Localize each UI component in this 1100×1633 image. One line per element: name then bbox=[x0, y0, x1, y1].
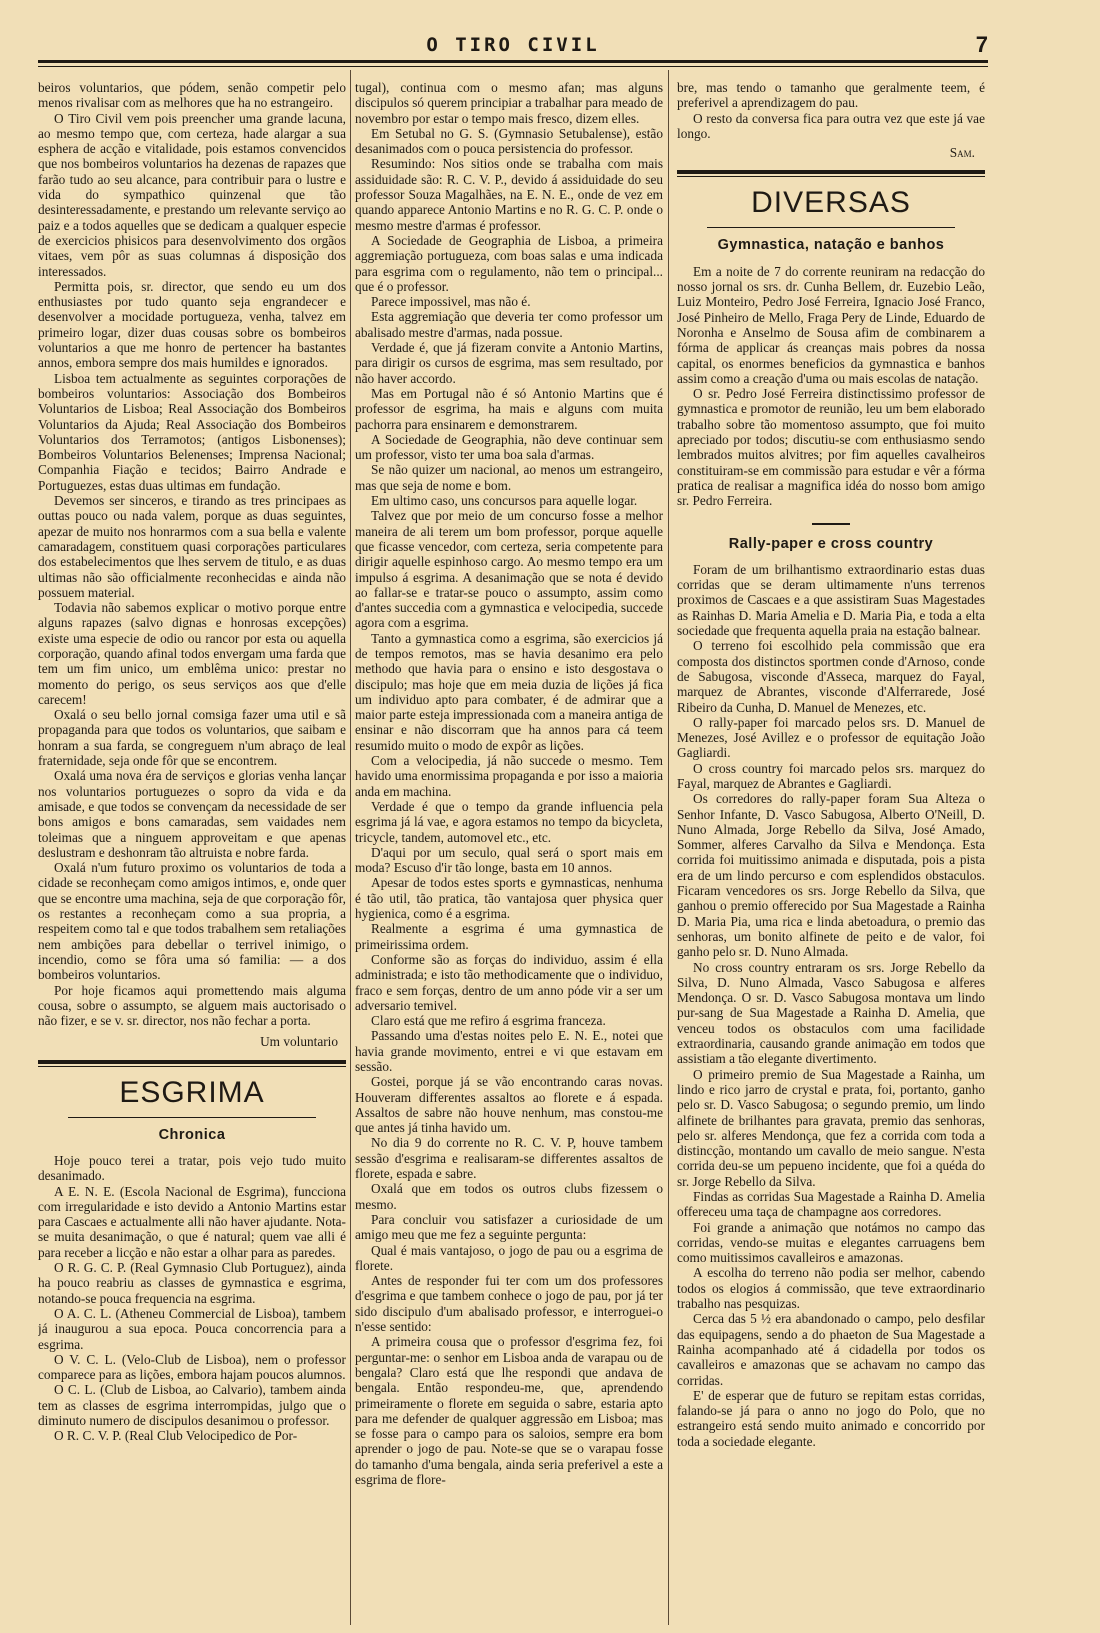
paragraph: bre, mas tendo o tamanho que geralmente teem, é preferivel a aprendizagem do pau. bbox=[677, 80, 985, 111]
paragraph: Antes de responder fui ter com um dos professores d'esgrima e que tambem conhece o jogo de pau, por já ter sido discipulo d'um abalisado professor, e interroguei-o n'esse sentido: bbox=[355, 1273, 663, 1335]
paragraph: Hoje pouco terei a tratar, pois vejo tudo muito desanimado. bbox=[38, 1153, 346, 1184]
paragraph: Parece impossivel, mas não é. bbox=[371, 294, 531, 310]
column-divider-1 bbox=[350, 70, 351, 1625]
paragraph: A Sociedade de Geographia de Lisboa, a primeira aggremiação portugueza, com boas salas e uma indicada para esgrima com o regulamento, não tem o principal... que é o professor. bbox=[355, 232, 663, 294]
section-rule bbox=[38, 1060, 346, 1067]
section-underline bbox=[707, 227, 955, 228]
page-number: 7 bbox=[975, 32, 988, 57]
paragraph: Gostei, porque já se vão encontrando caras novas. Houveram differentes assaltos ao florete e á espada. Assaltos de sabre não houve nenhum, mas constou-me que antes já tinha havido um. bbox=[355, 1074, 663, 1136]
subheading-chronica: Chronica bbox=[158, 1126, 226, 1143]
paragraph: Oxalá o seu bello jornal comsiga fazer uma util e sã propaganda para que todos os voluntarios, que saibam e honram a sua farda, se congreguem n'um abraço de leal fraternidade, seja onde fôr que se encontrem. bbox=[38, 707, 346, 769]
paragraph: Oxalá uma nova éra de serviços e glorias venha lançar nos voluntarios portuguezes o sopro da vida e da amisade, e que todos se convençam da necessidade de ser bons amigos e bons camaradas, sem vaidades nem toleimas que a ninguem approveitam e que apenas deslustram e deshonram tão altruista e nobre farda. bbox=[38, 768, 346, 860]
newspaper-title: O TIRO CIVIL bbox=[426, 34, 600, 56]
paragraph: Para concluir vou satisfazer a curiosidade de um amigo meu que me fez a seguinte pergunta: bbox=[355, 1211, 663, 1243]
separator-rule bbox=[812, 523, 850, 525]
header-rule-thin bbox=[38, 66, 988, 67]
paragraph: A primeira cousa que o professor d'esgrima fez, foi perguntar-me: o senhor em Lisboa anda de varapau ou de bengala? Claro está que lhe respondi que andava de bengala. Então respondeu-me, que, aprendendo primeiramente o florete em seguida o sabre, estaria apto para me defender de qualquer aggressão em Lisboa; mas se fosse para o campo para os saloios, sempre era bom aprender o jogo de pau. Note-se que se o varapau fosse do tamanho d'uma bengala, ainda seria preferivel a este a esgrima de flore- bbox=[355, 1334, 663, 1488]
paragraph: O Tiro Civil vem pois preencher uma grande lacuna, ao mesmo tempo que, com certeza, hade alargar a sua esphera de acção e vitalidade, pois estamos convencidos que nos bombeiros voluntarios ha dezenas de rapazes que farão tudo ao seu alcance, para contribuir para o lustre e vida do sympathico quinzenal que tão desinteressadamente, e prestando um relevante serviço ao paiz e a todos aquelles que se dedicam a qualquer especie de exercicios phisicos para desenvolvimento dos orgãos vitaes, vem pôr as suas columnas á disposição dos interessados. bbox=[38, 110, 346, 279]
paragraph: Claro está que me refiro á esgrima franceza. bbox=[371, 1013, 606, 1029]
paragraph: Lisboa tem actualmente as seguintes corporações de bombeiros voluntarios: Associação dos Bombeiros Voluntarios de Lisboa; Real Associação dos Bombeiros Voluntarios da Ajuda; Real Associação dos Bombeiros Voluntarios dos Terramotos; (antigos Lisbonenses); Bombeiros Voluntarios Belenenses; Imprensa Nacional; Companhia Fiação e tecidos; Bairro Andrade e Portuguezes, estas duas ultimas em fundação. bbox=[38, 370, 346, 493]
paragraph: Resumindo: Nos sitios onde se trabalha com mais assiduidade são: R. C. V. P., devido á assiduidade do seu professor Souza Magalhães, na E. N. E., onde de vez em quando apparece Antonio Martins e no R. G. C. P. onde o mesmo mestre d'armas é professor. bbox=[355, 156, 663, 233]
column-3 bbox=[677, 80, 985, 1610]
paragraph: O terreno foi escolhido pela commissão que era composta dos distinctos sportmen conde d'Arnoso, conde de Sabugosa, visconde d'Asseca, marquez do Fayal, marquez de Abrantes, visconde d'Alferrarede, José Ribeiro da Cunha, D. Manuel de Menezes, etc. bbox=[677, 638, 985, 715]
page-header bbox=[38, 30, 988, 60]
subheading-rally-paper: Rally-paper e cross country bbox=[728, 535, 934, 552]
paragraph: O A. C. L. (Atheneu Commercial de Lisboa), tambem já inaugurou a sua epoca. Pouca concorrencia para a esgrima. bbox=[38, 1305, 346, 1352]
paragraph: Foram de um brilhantismo extraordinario estas duas corridas que se deram ultimamente n'uns terrenos proximos de Cascaes e a que assistiram Suas Magestades as Rainhas D. Maria Amelia e D. Maria Pia, e toda a elta sociedade que frequenta aquella praia na estação balnear. bbox=[677, 561, 985, 639]
paragraph: tugal), continua com o mesmo afan; mas alguns discipulos só querem principiar a trabalhar para meado de novembro por estar o tempo mais fresco, dizem elles. bbox=[355, 80, 663, 126]
column-2 bbox=[355, 80, 663, 1610]
paragraph: O sr. Pedro José Ferreira distinctissimo professor de gymnastica e promotor de reunião, leu um bem elaborado trabalho sobre tão momentoso assumpto, que foi muito apreciado por todos; discutiu-se com enthusiasmo sendo lembrados muitos alvitres; por fim aquelles cavalheiros constituiram-se em commissão para estudar e vêr a fórma pratica de realisar a magnifica idéa do nosso bom amigo sr. Pedro Ferreira. bbox=[677, 386, 985, 509]
paragraph: Apesar de todos estes sports e gymnasticas, nenhuma é tão util, tão pratica, tão vantajosa quer physica quer hygienica, como é a esgrima. bbox=[355, 875, 663, 922]
paragraph: Com a velocipedia, já não succede o mesmo. Tem havido uma enormissima propaganda e por isso a maioria anda em machina. bbox=[355, 753, 663, 799]
section-rule bbox=[677, 170, 985, 177]
paragraph: O V. C. L. (Velo-Club de Lisboa), nem o professor comparece para as lições, embora hajam poucos alumnos. bbox=[38, 1351, 346, 1383]
paragraph: No dia 9 do corrente no R. C. V. P, houve tambem sessão d'esgrima e realisaram-se differentes assaltos de florete, espada e sabre. bbox=[355, 1135, 663, 1182]
article-signature: Um voluntario bbox=[260, 1034, 338, 1050]
article-signature: Sam. bbox=[949, 145, 975, 161]
section-title-esgrima: ESGRIMA bbox=[119, 1075, 265, 1109]
paragraph: Findas as corridas Sua Magestade a Rainha D. Amelia offereceu uma taça de champagne aos corredores. bbox=[677, 1189, 985, 1220]
paragraph: O rally-paper foi marcado pelos srs. D. Manuel de Menezes, José Avillez e o professor de equitação João Gagliardi. bbox=[677, 714, 985, 761]
paragraph: D'aqui por um seculo, qual será o sport mais em moda? Escuso d'ir tão longe, basta em 10 annos. bbox=[355, 844, 663, 876]
paragraph: Em a noite de 7 do corrente reuniram na redacção do nosso jornal os srs. dr. Cunha Bellem, dr. Euzebio Leão, Luiz Monteiro, Pedro José Ferreira, Ignacio José Franco, José Pinheiro de Mello, Fraga Pery de Linde, Eduardo de Noronha e Anselmo de Sousa afim de combinarem a fórma de applicar ás creanças mais pobres da nossa capital, os enormes beneficios da gymnastica e banhos assim como a creação d'uma ou mais escolas de natação. bbox=[677, 263, 985, 386]
paragraph: Devemos ser sinceros, e tirando as tres principaes as outtas pouco ou nada valem, porque as duas seguintes, apezar de muito nos honrarmos com a sua bella e valente camaradagem, constituem quasi corporações particulares dos estabelecimentos que lhes servem de titulo, e as duas ultimas não são officialmente reconhecidas e ainda não possuem material. bbox=[38, 493, 346, 600]
paragraph: Qual é mais vantajoso, o jogo de pau ou a esgrima de florete. bbox=[355, 1242, 663, 1273]
paragraph: Cerca das 5 ½ era abandonado o campo, pelo desfilar das equipagens, sendo a do phaeton de Sua Magestade a Rainha acompanhado até á cidadella por todos os cavalleiros e amazonas que se achavam no campo das corridas. bbox=[677, 1311, 985, 1388]
subheading-gymnastica: Gymnastica, natação e banhos bbox=[717, 237, 945, 254]
paragraph: E' de esperar que de futuro se repitam estas corridas, falando-se já para o anno no jogo do Polo, que no estrangeiro está sendo muito animado e concorrido por toda a sociedade elegante. bbox=[677, 1387, 985, 1449]
paragraph: Realmente a esgrima é uma gymnastica de primeirissima ordem. bbox=[355, 921, 663, 952]
paragraph: No cross country entraram os srs. Jorge Rebello da Silva, D. Nuno Almada, Vasco Sabugosa e alferes Mendonça. O sr. D. Vasco Sabugosa montava um lindo pur-sang de Sua Magestade a Rainha D. Amelia, que venceu todos os obstaculos com uma facilidade extraordinaria, causando grande animação em todos que assistiam a tão elegante divertimento. bbox=[677, 959, 985, 1067]
paragraph: Tanto a gymnastica como a esgrima, são exercicios já de tempos remotos, mas se havia desanimo era pelo methodo que havia para o ensino e isto desgostava o discipulo; mas hoje que em meia duzia de lições já fica um individuo apto para combater, é de admirar que a maior parte esteja impressionada com a maneira antiga de ensinar e não discorram que ha annos para cá teem resumido muito o modo de expôr as lições. bbox=[355, 630, 663, 753]
paragraph: A Sociedade de Geographia, não deve continuar sem um professor, visto ter uma boa sala d'armas. bbox=[355, 431, 663, 463]
column-1 bbox=[38, 80, 346, 1610]
section-title-diversas: DIVERSAS bbox=[751, 186, 911, 220]
paragraph: Verdade é, que já fizeram convite a Antonio Martins, para dirigir os cursos de esgrima, mas sem resultado, por não haver accordo. bbox=[355, 340, 663, 386]
paragraph: Verdade é que o tempo da grande influencia pela esgrima já lá vae, e agora estamos no tempo da bicycleta, tricycle, tandem, automovel etc., etc. bbox=[355, 798, 663, 845]
paragraph: Por hoje ficamos aqui promettendo mais alguma cousa, sobre o assumpto, se alguem mais auctorisado o não fizer, e se v. sr. director, nos não fechar a porta. bbox=[38, 982, 346, 1029]
paragraph: A escolha do terreno não podia ser melhor, cabendo todos os elogios á commissão, que teve extraordinario trabalho nas pesquizas. bbox=[677, 1265, 985, 1312]
paragraph: Se não quizer um nacional, ao menos um estrangeiro, mas que seja de nome e bom. bbox=[355, 462, 663, 493]
paragraph: Todavia não sabemos explicar o motivo porque entre alguns rapazes (salvo dignas e honrosas excepções) existe uma especie de odio ou rancor por esta ou aquella corporação, quando afinal todos envergam uma farda que tem um fim unico, um emblêma unico: prestar no momento do perigo, os seus serviços aos que d'elle carecem! bbox=[38, 600, 346, 707]
paragraph: O resto da conversa fica para outra vez que este já vae longo. bbox=[677, 110, 985, 141]
paragraph: O primeiro premio de Sua Magestade a Rainha, um lindo e rico jarro de crystal e prata, foi, portanto, ganho pelo sr. D. Vasco Sabugosa; o segundo premio, um lindo alfinete de brilhantes para gravata, premio das senhoras, pelo sr. alferes Mendonça, que fez a corrida com toda a distincção, montando um cavallo de meio sangue. N'esta corrida deu-se um pepueno incidente, que foi a quéda do sr. Jorge Rebello da Silva. bbox=[677, 1066, 985, 1189]
paragraph: Foi grande a animação que notámos no campo das corridas, vendo-se muitas e elegantes carruagens bem como muitissimos cavalleiros e amazonas. bbox=[677, 1219, 985, 1266]
section-underline bbox=[68, 1117, 316, 1118]
header-rule bbox=[38, 60, 988, 63]
paragraph: O cross country foi marcado pelos srs. marquez do Fayal, marquez de Abrantes e Gagliardi. bbox=[677, 760, 985, 791]
paragraph: O C. L. (Club de Lisboa, ao Calvario), tambem ainda tem as classes de esgrima interrompidas, julgo que o diminuto numero de discipulos desanimou o professor. bbox=[38, 1382, 346, 1429]
column-divider-2 bbox=[668, 70, 669, 1625]
paragraph: Conforme são as forças do individuo, assim é ella administrada; e isto tão methodicamente que o individuo, fraco e sem forças, dentro de um anno póde vir a ser um adversario temivel. bbox=[355, 951, 663, 1013]
paragraph: Esta aggremiação que deveria ter como professor um abalisado mestre d'armas, nada possue. bbox=[355, 309, 663, 340]
paragraph: Mas em Portugal não é só Antonio Martins que é professor de esgrima, ha mais e alguns com muita pachorra para ensinarem e demonstrarem. bbox=[355, 385, 663, 432]
paragraph: Permitta pois, sr. director, que sendo eu um dos enthusiastes por tudo quanto seja engrandecer e desenvolver a mocidade portugueza, venha, talvez em primeiro logar, dizer duas cousas sobre os bombeiros voluntarios a que me honro de pertencer ha bastantes annos, embora sempre dos mais humildes e ignorados. bbox=[38, 278, 346, 371]
paragraph: Os corredores do rally-paper foram Sua Alteza o Senhor Infante, D. Vasco Sabugosa, Alberto O'Neill, D. Nuno Almada, Jorge Rebello da Silva, José Amado, Sommer, alferes Carvalho da Silva e Mendonça. Esta corrida foi muitissimo animada e disputada, pois a pista era de um lindo percurso e com esplendidos obstaculos. Ficaram vencedores os srs. Jorge Rebello da Silva, que ganhou o premio offerecido por Sua Magestade a Rainha D. Maria Pia, uma rica e linda abetoadura, o premio das senhoras, um bonito alfinete de peito e de valor, foi ganho pelo sr. D. Nuno Almada. bbox=[677, 791, 985, 960]
paragraph: beiros voluntarios, que pódem, senão competir pelo menos rivalisar com as melhores que ha no estrangeiro. bbox=[38, 80, 346, 111]
paragraph: Oxalá que em todos os outros clubs fizessem o mesmo. bbox=[355, 1181, 663, 1212]
paragraph: Em Setubal no G. S. (Gymnasio Setubalense), estão desanimados com o pouca persistencia do professor. bbox=[355, 125, 663, 157]
paragraph: Passando uma d'estas noites pelo E. N. E., notei que havia grande movimento, entrei e vi que estavam em sessão. bbox=[355, 1028, 663, 1074]
paragraph: Oxalá n'um futuro proximo os voluntarios de toda a cidade se reconheçam como amigos intimos, e, onde quer que se encontre uma machina, seja de que corporação fôr, os restantes a reconheçam como a sua propria, a respeitem como tal e que todos trabalhem sem retaliações nem ambições para debellar o terrivel inimigo, o incendio, como se fôra uma só familia: — a dos bombeiros voluntarios. bbox=[38, 860, 346, 983]
paragraph: O R. C. V. P. (Real Club Velocipedico de Por- bbox=[54, 1428, 298, 1444]
paragraph: O R. G. C. P. (Real Gymnasio Club Portuguez), ainda ha pouco reabriu as classes de gymnastica e esgrima, notando-se pouca frequencia na esgrima. bbox=[38, 1260, 346, 1306]
paragraph: Em ultimo caso, uns concursos para aquelle logar. bbox=[371, 493, 638, 509]
paragraph: Talvez que por meio de um concurso fosse a melhor maneira de ali terem um bom professor, porque aquelle que ficasse vencedor, com certeza, seria competente para dirigir aquelle espinhoso cargo. Ao mesmo tempo era um impulso á esgrima. A desanimação que se nota é devido ao fallar-se e tratar-se pouco o assumpto, assim como d'antes succedia com a gymnastica e velocipedia, succede agora com a esgrima. bbox=[355, 508, 663, 631]
paragraph: A E. N. E. (Escola Nacional de Esgrima), funcciona com irregularidade e isto devido a Antonio Martins estar para Cascaes e actualmente alli não haver ajudante. Nota-se muita desanimação, o que é natural; quem vae alli é para receber a licção e não estar a olhar para as paredes. bbox=[38, 1183, 346, 1260]
